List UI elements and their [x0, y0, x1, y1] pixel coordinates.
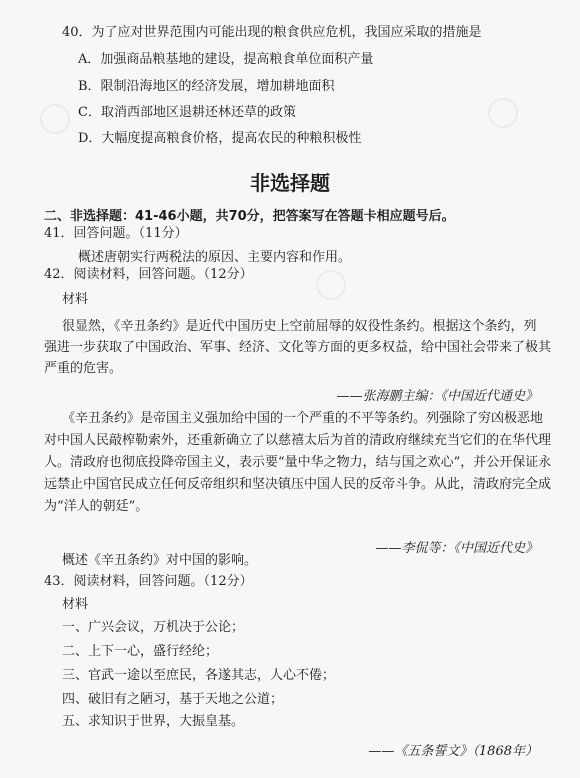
- question-42-source2: ——李侃等：《中国近代史》: [375, 541, 538, 556]
- watermark-circle: [40, 104, 70, 134]
- question-43-source: ——《五条誓文》（1868年）: [368, 744, 538, 759]
- watermark-circle: [316, 270, 346, 300]
- section-title: 非选择题: [250, 171, 330, 195]
- question-42-quote2-line: 为“洋人的朝廷”。: [44, 499, 149, 514]
- question-40-option-c: C．取消西部地区退耕还林还草的政策: [78, 105, 296, 120]
- question-40-option-a: A．加强商品粮基地的建设，提高粮食单位面积产量: [78, 52, 374, 67]
- question-42-quote1-line: 强进一步获取了中国政治、军事、经济、文化等方面的更多权益，给中国社会带来了极其: [44, 340, 552, 355]
- question-42-quote2-line: 对中国人民敲榨勒索外，还重新确立了以慈禧太后为首的清政府继续充当它们的在华代理: [44, 433, 552, 448]
- question-40-option-b: B．限制沿海地区的经济发展，增加耕地面积: [78, 79, 335, 94]
- question-42-task: 概述《辛丑条约》对中国的影响。: [62, 553, 258, 568]
- question-42-stem: 42．阅读材料，回答问题。（12分）: [44, 267, 253, 282]
- question-43-oath-item: 一、广兴会议，万机决于公论；: [62, 620, 245, 635]
- question-43-stem: 43．阅读材料，回答问题。（12分）: [44, 574, 253, 589]
- question-43-oath-item: 三、官武一途以至庶民，各遂其志，人心不倦；: [62, 668, 336, 683]
- question-40-option-d: D．大幅度提高粮食价格，提高农民的种粮积极性: [78, 131, 362, 146]
- question-43-oath-item: 五、求知识于世界，大振皇基。: [62, 714, 245, 729]
- section-instruction: 二、非选择题：41-46小题，共70分，把答案写在答题卡相应题号后。: [44, 209, 455, 224]
- question-43-oath-item: 二、上下一心，盛行经纶；: [62, 644, 219, 659]
- question-41-body: 概述唐朝实行两税法的原因、主要内容和作用。: [78, 250, 352, 265]
- question-42-quote2-line: 人。清政府也彻底投降帝国主义，表示要“量中华之物力，结与国之欢心”，并公开保证永: [44, 455, 552, 470]
- question-43-oath-item: 四、破旧有之陋习，基于天地之公道；: [62, 692, 284, 707]
- question-40-stem: 40．为了应对世界范围内可能出现的粮食供应危机，我国应采取的措施是: [62, 25, 482, 40]
- question-42-quote2-line: 远禁止中国官民成立任何反帝组织和坚决镇压中国人民的反帝斗争。从此，清政府完全成: [44, 477, 552, 492]
- question-43-material-label: 材料: [62, 597, 89, 612]
- question-42-source1: ——张海鹏主编：《中国近代通史》: [336, 389, 538, 404]
- question-41-stem: 41．回答问题。（11分）: [44, 226, 188, 241]
- question-42-material-label: 材料: [62, 292, 89, 307]
- question-42-quote2-line: 《辛丑条约》是帝国主义强加给中国的一个严重的不平等条约。列强除了穷凶极恶地: [62, 411, 544, 426]
- watermark-circle: [488, 98, 518, 128]
- question-42-quote1-line: 很显然，《辛丑条约》是近代中国历史上空前屈辱的奴役性条约。根据这个条约，列: [62, 319, 537, 334]
- question-42-quote1-line: 严重的危害。: [44, 361, 123, 376]
